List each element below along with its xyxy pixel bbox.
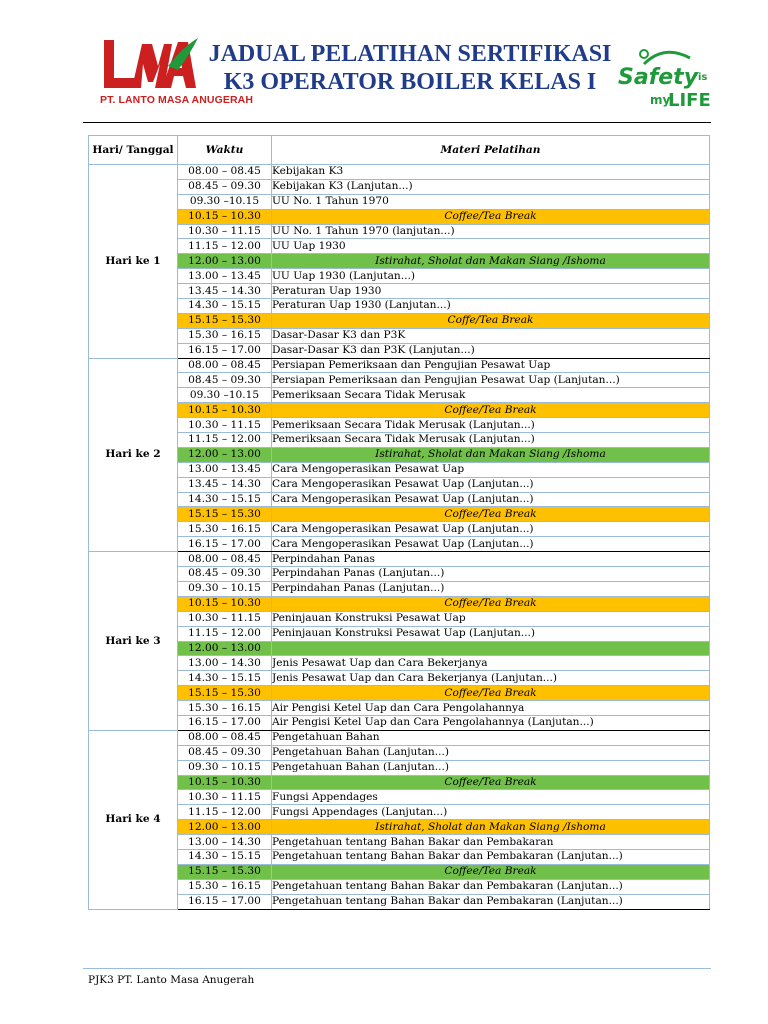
topic-cell: Istirahat, Sholat dan Makan Siang /Ishoma [272,820,710,835]
topic-cell: Air Pengisi Ketel Uap dan Cara Pengolahannya [272,701,710,716]
footer-divider [83,968,711,969]
table-row [89,775,710,790]
topic-cell: Coffee/Tea Break [272,686,710,701]
table-row [89,849,710,864]
time-cell: 14.30 – 15.15 [178,299,272,314]
day-label: Hari ke 1 [89,165,178,359]
topic-cell: Fungsi Appendages (Lanjutan...) [272,805,710,820]
topic-cell: Coffee/Tea Break [272,403,710,418]
table-row [89,403,710,418]
table-row [89,507,710,522]
table-row [89,611,710,626]
safety-logo-graphic [614,42,714,112]
topic-cell: Cara Mengoperasikan Pesawat Uap (Lanjutan...) [272,477,710,492]
header-day: Hari/ Tanggal [89,136,178,165]
time-cell: 11.15 – 12.00 [178,805,272,820]
table-row [89,522,710,537]
table-row [89,715,710,730]
time-cell: 14.30 – 15.15 [178,671,272,686]
table-row [89,581,710,596]
schedule-body [89,165,710,910]
time-cell: 08.00 – 08.45 [178,165,272,180]
gear-icon [640,50,648,58]
topic-cell: Pemeriksaan Secara Tidak Merusak [272,388,710,403]
header-topic: Materi Pelatihan [272,136,710,165]
time-cell: 11.15 – 12.00 [178,433,272,448]
table-row [89,418,710,433]
table-header-row [89,136,710,165]
time-cell: 16.15 – 17.00 [178,715,272,730]
table-row [89,165,710,180]
safety-word: Safety [618,65,699,90]
table-row [89,224,710,239]
page-title [200,40,620,96]
table-row [89,641,710,656]
time-cell: 12.00 – 13.00 [178,254,272,269]
time-cell: 08.45 – 09.30 [178,567,272,582]
topic-cell: Coffe/Tea Break [272,313,710,328]
topic-cell: Istirahat, Sholat dan Makan Siang /Ishoma [272,447,710,462]
table-row [89,894,710,909]
topic-cell: Peninjauan Konstruksi Pesawat Uap [272,611,710,626]
table-row [89,447,710,462]
day-label: Hari ke 3 [89,552,178,731]
time-cell: 09.30 – 10.15 [178,760,272,775]
time-cell: 08.00 – 08.45 [178,358,272,373]
time-cell: 15.15 – 15.30 [178,313,272,328]
table-row [89,299,710,314]
table-row [89,701,710,716]
day-label: Hari ke 2 [89,358,178,552]
time-cell: 10.30 – 11.15 [178,611,272,626]
header-time: Waktu [178,136,272,165]
company-name: PT. LANTO MASA ANUGERAH [100,94,253,106]
table-row [89,745,710,760]
time-cell: 08.00 – 08.45 [178,730,272,745]
my-word: my [650,93,671,107]
time-cell: 11.15 – 12.00 [178,239,272,254]
time-cell: 13.00 – 13.45 [178,462,272,477]
topic-cell: UU Uap 1930 (Lanjutan...) [272,269,710,284]
topic-cell: Coffee/Tea Break [272,209,710,224]
topic-cell: Cara Mengoperasikan Pesawat Uap [272,462,710,477]
topic-cell: Jenis Pesawat Uap dan Cara Bekerjanya (Lanjutan...) [272,671,710,686]
topic-cell: Pemeriksaan Secara Tidak Merusak (Lanjutan...) [272,433,710,448]
time-cell: 10.15 – 10.30 [178,209,272,224]
time-cell: 16.15 – 17.00 [178,537,272,552]
time-cell: 15.15 – 15.30 [178,686,272,701]
header-divider [83,122,711,123]
topic-cell: Perpindahan Panas (Lanjutan...) [272,567,710,582]
topic-cell: Pengetahuan tentang Bahan Bakar dan Pembakaran (Lanjutan...) [272,849,710,864]
time-cell: 11.15 – 12.00 [178,626,272,641]
table-row [89,254,710,269]
time-cell: 15.30 – 16.15 [178,701,272,716]
topic-cell: Persiapan Pemeriksaan dan Pengujian Pesawat Uap (Lanjutan...) [272,373,710,388]
title-line-2: K3 OPERATOR BOILER KELAS I [223,69,597,95]
time-cell: 16.15 – 17.00 [178,894,272,909]
topic-cell: UU Uap 1930 [272,239,710,254]
topic-cell: Air Pengisi Ketel Uap dan Cara Pengolahannya (Lanjutan...) [272,715,710,730]
topic-cell: Coffee/Tea Break [272,775,710,790]
time-cell: 10.15 – 10.30 [178,596,272,611]
topic-cell: Pemeriksaan Secara Tidak Merusak (Lanjutan...) [272,418,710,433]
topic-cell: Persiapan Pemeriksaan dan Pengujian Pesawat Uap [272,358,710,373]
table-row [89,671,710,686]
table-row [89,820,710,835]
topic-cell: Pengetahuan Bahan [272,730,710,745]
table-row [89,835,710,850]
table-row [89,194,710,209]
title-line-1: JADUAL PELATIHAN SERTIFIKASI [208,41,612,67]
table-row [89,596,710,611]
time-cell: 14.30 – 15.15 [178,849,272,864]
table-row [89,864,710,879]
time-cell: 08.00 – 08.45 [178,552,272,567]
table-row [89,284,710,299]
topic-cell: Pengetahuan tentang Bahan Bakar dan Pembakaran (Lanjutan...) [272,894,710,909]
table-row [89,433,710,448]
time-cell: 10.30 – 11.15 [178,224,272,239]
lma-logo-mark [98,36,198,90]
topic-cell: Peraturan Uap 1930 [272,284,710,299]
time-cell: 08.45 – 09.30 [178,179,272,194]
topic-cell: Istirahat, Sholat dan Makan Siang /Ishoma [272,254,710,269]
topic-cell: Fungsi Appendages [272,790,710,805]
time-cell: 08.45 – 09.30 [178,745,272,760]
table-row [89,373,710,388]
day-label: Hari ke 4 [89,730,178,909]
time-cell: 13.00 – 14.30 [178,835,272,850]
table-row [89,760,710,775]
table-row [89,879,710,894]
schedule-table [88,135,710,910]
table-row [89,313,710,328]
topic-cell: Coffee/Tea Break [272,864,710,879]
topic-cell: Pengetahuan tentang Bahan Bakar dan Pembakaran [272,835,710,850]
topic-cell: Cara Mengoperasikan Pesawat Uap (Lanjutan...) [272,522,710,537]
time-cell: 15.15 – 15.30 [178,864,272,879]
topic-cell: Peninjauan Konstruksi Pesawat Uap (Lanjutan...) [272,626,710,641]
time-cell: 12.00 – 13.00 [178,820,272,835]
table-row [89,328,710,343]
time-cell: 13.00 – 13.45 [178,269,272,284]
topic-cell: Perpindahan Panas (Lanjutan...) [272,581,710,596]
topic-cell: Pengetahuan Bahan (Lanjutan...) [272,760,710,775]
safety-logo [614,42,714,112]
topic-cell: Pengetahuan Bahan (Lanjutan...) [272,745,710,760]
time-cell: 10.15 – 10.30 [178,403,272,418]
topic-cell: Cara Mengoperasikan Pesawat Uap (Lanjutan...) [272,537,710,552]
topic-cell: Coffee/Tea Break [272,596,710,611]
table-row [89,209,710,224]
time-cell: 09.30 – 10.15 [178,581,272,596]
topic-cell: Jenis Pesawat Uap dan Cara Bekerjanya [272,656,710,671]
table-row [89,656,710,671]
table-row [89,179,710,194]
time-cell: 13.45 – 14.30 [178,284,272,299]
topic-cell: Kebijakan K3 (Lanjutan...) [272,179,710,194]
table-row [89,239,710,254]
time-cell: 09.30 –10.15 [178,194,272,209]
time-cell: 15.30 – 16.15 [178,328,272,343]
table-row [89,388,710,403]
time-cell: 10.30 – 11.15 [178,790,272,805]
time-cell: 08.45 – 09.30 [178,373,272,388]
table-row [89,730,710,745]
topic-cell: UU No. 1 Tahun 1970 (lanjutan...) [272,224,710,239]
table-row [89,358,710,373]
topic-cell: UU No. 1 Tahun 1970 [272,194,710,209]
time-cell: 15.15 – 15.30 [178,507,272,522]
topic-cell: Dasar-Dasar K3 dan P3K (Lanjutan...) [272,343,710,358]
is-word: is [698,72,708,83]
time-cell: 12.00 – 13.00 [178,641,272,656]
topic-cell: Dasar-Dasar K3 dan P3K [272,328,710,343]
table-row [89,492,710,507]
time-cell: 09.30 –10.15 [178,388,272,403]
time-cell: 12.00 – 13.00 [178,447,272,462]
topic-cell: Pengetahuan tentang Bahan Bakar dan Pembakaran (Lanjutan...) [272,879,710,894]
company-logo [98,36,253,116]
topic-cell: Perpindahan Panas [272,552,710,567]
table-row [89,537,710,552]
table-row [89,790,710,805]
topic-cell: Cara Mengoperasikan Pesawat Uap (Lanjutan...) [272,492,710,507]
table-row [89,686,710,701]
table-row [89,462,710,477]
table-row [89,269,710,284]
life-word: LIFE [668,90,711,111]
table-row [89,567,710,582]
topic-cell: Coffee/Tea Break [272,507,710,522]
time-cell: 14.30 – 15.15 [178,492,272,507]
time-cell: 16.15 – 17.00 [178,343,272,358]
table-row [89,805,710,820]
table-row [89,552,710,567]
time-cell: 10.30 – 11.15 [178,418,272,433]
footer-text: PJK3 PT. Lanto Masa Anugerah [88,974,255,986]
time-cell: 15.30 – 16.15 [178,522,272,537]
time-cell: 10.15 – 10.30 [178,775,272,790]
topic-cell: Peraturan Uap 1930 (Lanjutan...) [272,299,710,314]
time-cell: 15.30 – 16.15 [178,879,272,894]
table-row [89,626,710,641]
table-row [89,477,710,492]
table-row [89,343,710,358]
time-cell: 13.45 – 14.30 [178,477,272,492]
time-cell: 13.00 – 14.30 [178,656,272,671]
topic-cell: Kebijakan K3 [272,165,710,180]
topic-cell [272,641,710,656]
